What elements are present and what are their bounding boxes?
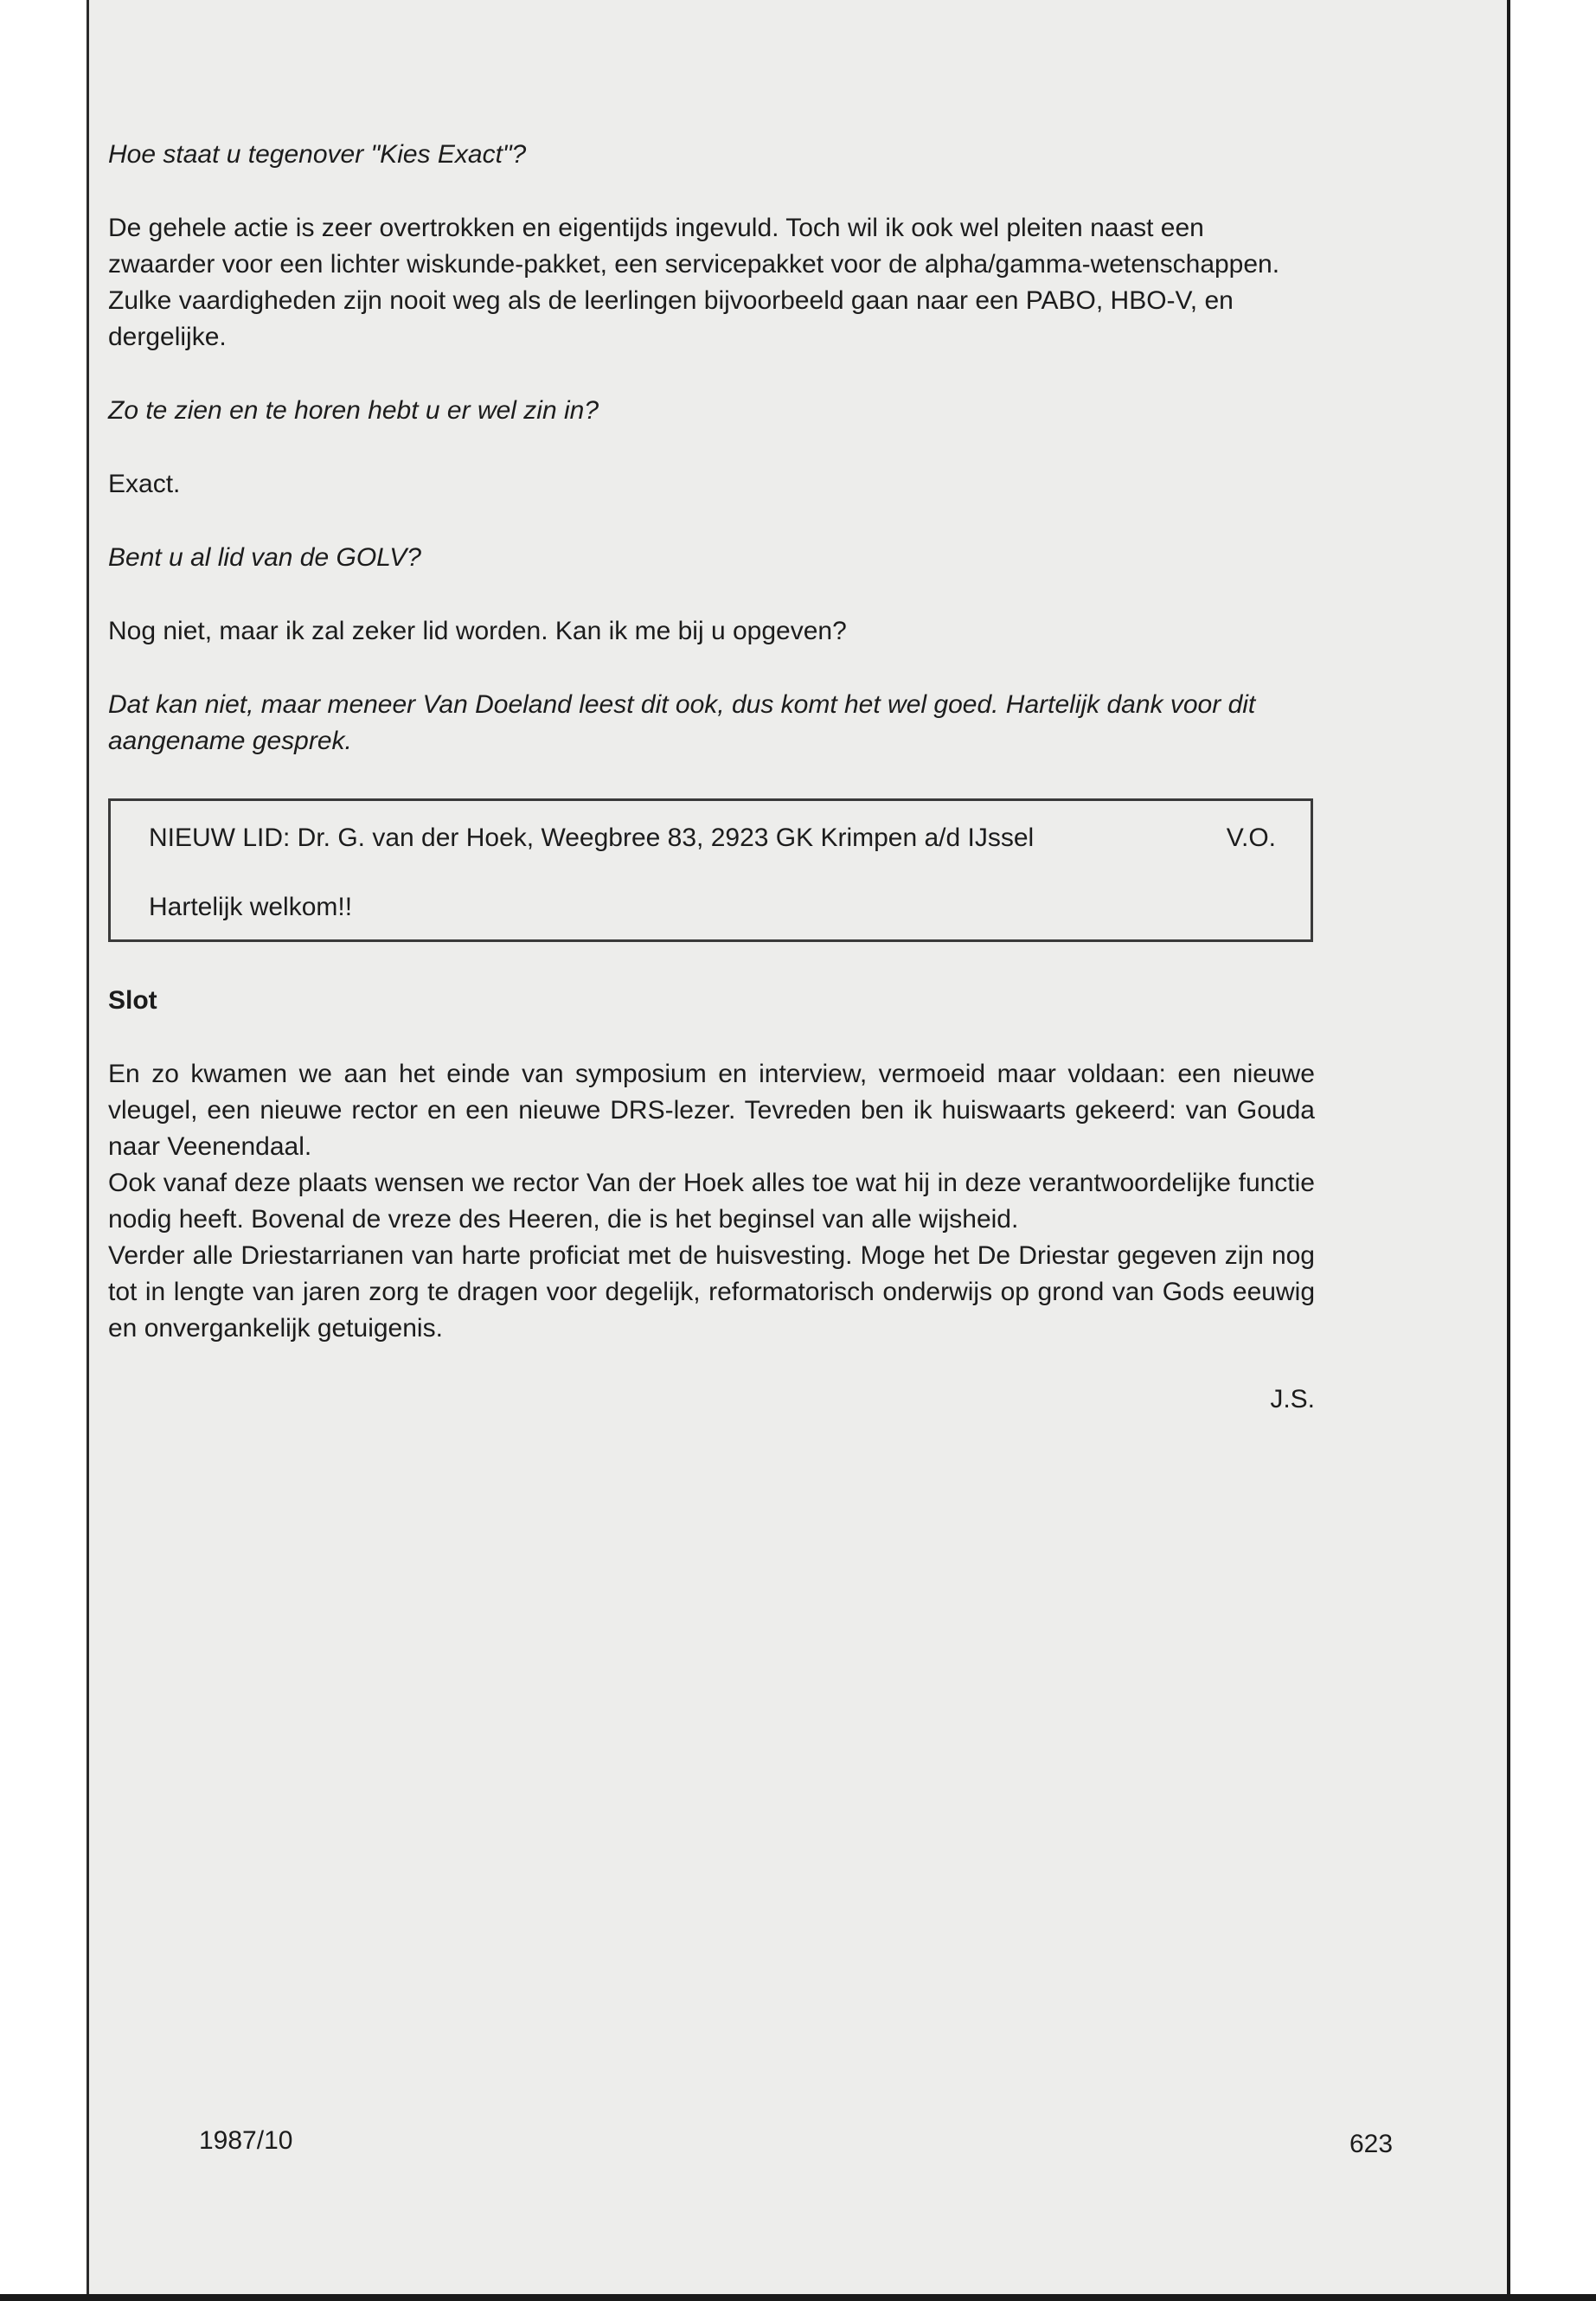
- new-member-line: [149, 820, 1276, 856]
- new-member-initials: V.O.: [1226, 824, 1276, 852]
- scan-right-edge: [1507, 0, 1596, 2301]
- issue-number: 1987/10: [199, 2126, 293, 2155]
- new-member-box: [108, 798, 1313, 942]
- scan-bottom-edge: [0, 2294, 1596, 2301]
- interview-answer-1: De gehele actie is zeer overtrokken en eigentijds ingevuld. Toch wil ik ook wel pleiten naast een zwaarder voor een lichter wiskunde-pakket, een servicepakket voor de alpha/gamma-wetenschappen. Zulke vaardigheden zijn nooit weg als de leerlingen bijvoorbeeld gaan naar een PABO, HBO-V, en dergelijke.: [108, 214, 1280, 351]
- scan-left-edge: [87, 0, 89, 2301]
- section-heading-slot: Slot: [108, 986, 157, 1015]
- interview-closing: Dat kan niet, maar meneer Van Doeland leest dit ook, dus komt het wel goed. Hartelijk dank voor dit aangename gesprek.: [108, 690, 1256, 755]
- slot-paragraph-1: En zo kwamen we aan het einde van symposium en interview, vermoeid maar voldaan: een nieuwe vleugel, een nieuwe rector en een nieuwe DRS-lezer. Tevreden ben ik huiswaarts gekeerd: van Gouda naar Veenendaal.: [108, 1060, 1315, 1161]
- interview-question-1: Hoe staat u tegenover "Kies Exact"?: [108, 140, 527, 169]
- new-member-text: NIEUW LID: Dr. G. van der Hoek, Weegbree 83, 2923 GK Krimpen a/d IJssel: [149, 824, 1035, 852]
- slot-paragraph-3: Verder alle Driestarrianen van harte proficiat met de huisvesting. Moge het De Driestar gegeven zijn nog tot in lengte van jaren zorg te dragen voor degelijk, reformatorisch onderwijs op grond van Gods eeuwig en onvergankelijk getuigenis.: [108, 1241, 1315, 1343]
- interview-answer-2: Exact.: [108, 470, 181, 498]
- interview-answer-3: Nog niet, maar ik zal zeker lid worden. Kan ik me bij u opgeven?: [108, 617, 847, 645]
- interview-question-2: Zo te zien en te horen hebt u er wel zin in?: [108, 396, 599, 425]
- welcome-line: [149, 889, 1276, 926]
- author-signature: J.S.: [1270, 1385, 1315, 1413]
- page-content: [108, 137, 1315, 1418]
- welcome-text: Hartelijk welkom!!: [149, 893, 353, 921]
- page-number: 623: [1349, 2130, 1394, 2158]
- interview-question-3: Bent u al lid van de GOLV?: [108, 543, 421, 572]
- slot-paragraph-2: Ook vanaf deze plaats wensen we rector Van der Hoek alles toe wat hij in deze verantwoordelijke functie nodig heeft. Bovenal de vreze des Heeren, die is het beginsel van alle wijsheid.: [108, 1169, 1315, 1234]
